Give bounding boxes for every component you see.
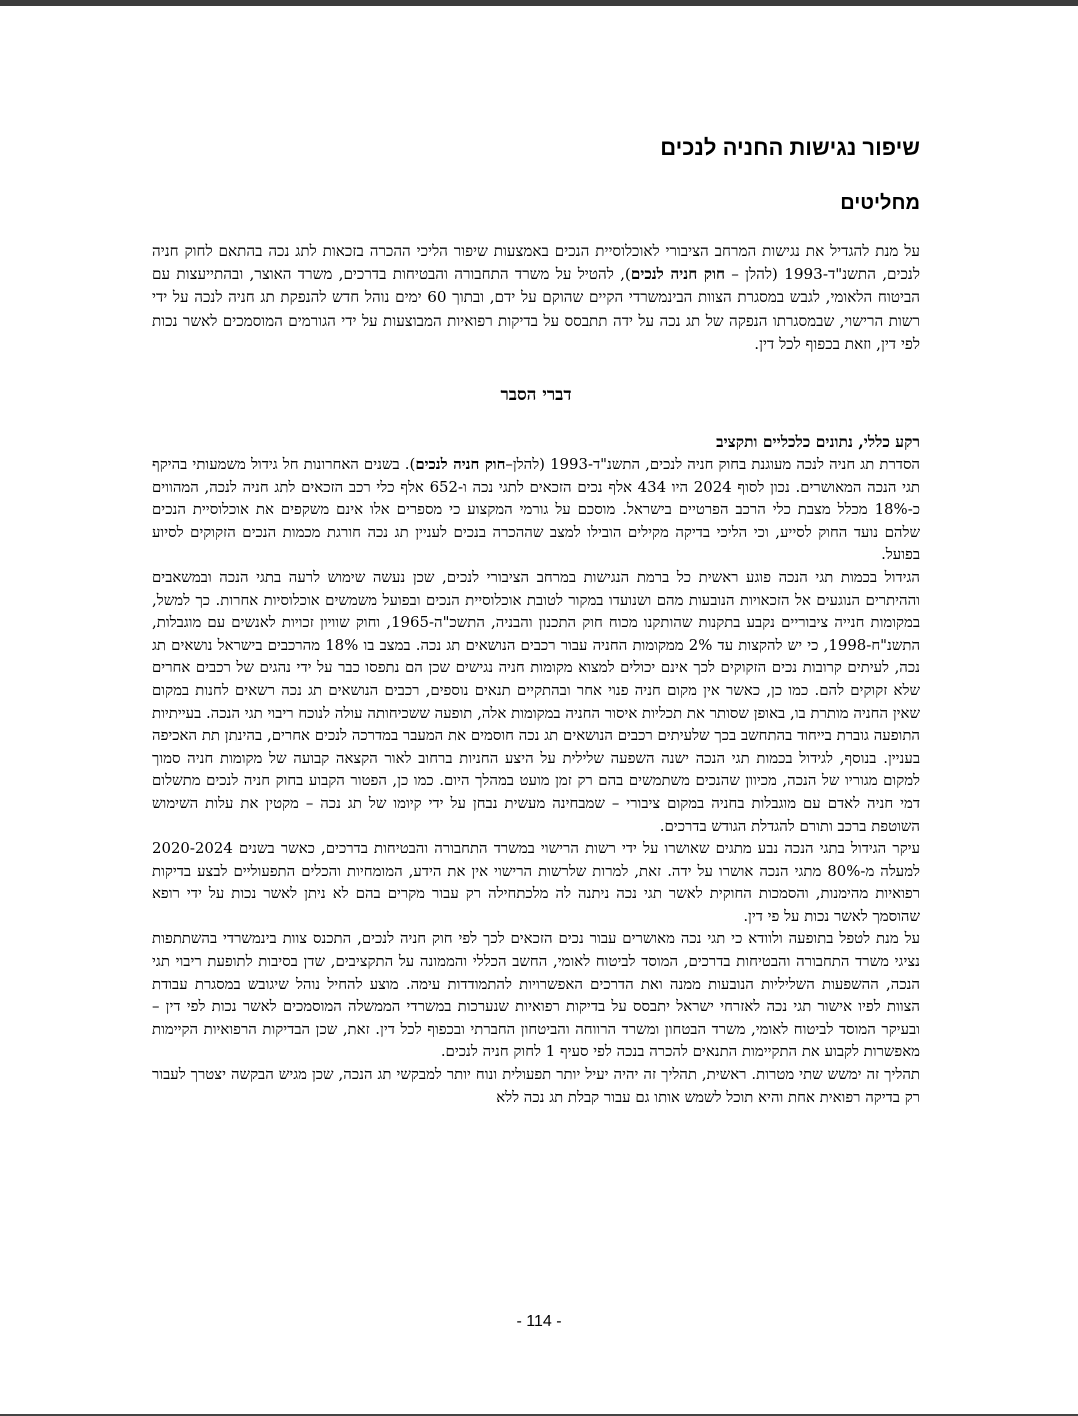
paragraph-4: על מנת לטפל בתופעה ולוודא כי תגי נכה מאושרים עבור נכים הזכאים לכך לפי חוק חניה לנכים, התכנס צוות בינמשרדי בהשתתפות נציגי משרד התחבורה והבטיחות בדרכים, המוסד לביטוח לאומי, החשב הכללי והממונה על התקציבים, שדן בסיבות לתופעת ריבוי תגי הנכה, ההשפעות השליליות הנובעות ממנה ואת הדרכים האפשרויות להתמודדות עימה. מוצע להחיל נוהל שיגובש במסגרת עבודת הצוות לפיו אישור תגי נכה לאזרחי ישראל יתבסס על בדיקות רפואיות שנערכות במשרדי הממשלה המוסמכים לאשר נכות לפי דין – ובעיקר המוסד לביטוח לאומי, משרד הבטחון ומשרד הרווחה והביטחון החברתי ובכפוף לכל דין. זאת, שכן הבדיקות הרפואיות הקיימות מאפשרות לקבוע את התקיימות התנאים להכרה בנכה לפי סעיף 1 לחוק חניה לנכים. xyxy=(152,929,920,1061)
decision-paragraph xyxy=(152,240,920,356)
background-heading: רקע כללי, נתונים כלכליים ותקציב xyxy=(716,432,920,452)
paragraph-1-bold-term: חוק חניה לנכים xyxy=(415,455,506,474)
document-page xyxy=(152,132,920,1108)
explanation-body xyxy=(152,453,920,1108)
decision-text-2: ), להטיל על משרד התחבורה והבטיחות בדרכים, משרד האוצר, ובהתייעצות עם הביטוח הלאומי, לגבש במסגרת הצוות הבינמשרדי הקיים שהוקם על ידם, ובתוך 60 ימים נוהל חדש להנפקת תג חניה לנכה על ידי רשות הרישוי, שבמסגרתו הנפקה של תג נכה על ידה תתבסס על בדיקות רפואיות המבוצעות על ידי הגורמים המוסמכים לאשר נכות לפי דין, וזאת בכפוף לכל דין. xyxy=(152,265,921,353)
explanation-heading: דברי הסבר xyxy=(500,385,572,406)
paragraph-1-text-2: ). בשנים האחרונות חל גידול משמעותי בהיקף תגי הנכה המאושרים. נכון לסוף 2024 היו 434 אלף נכים הזכאים לתגי נכה ו-652 אלף כלי רכב הזכאים לתג חניה לנכה, המהווים כ-18% מכלל מצבת כלי הרכב הפרטיים בישראל. מוסכם על גורמי המקצוע כי מספרים אלו אינם משקפים את אוכלוסיית הנכים שלהם נועד החוק לסייע, וכי הליכי בדיקה מקילים הובילו למצב שההכרה בנכים לעניין תג נכה חורגת מכמות הנכים הזקוקים לסיוע בפועל. xyxy=(152,455,920,564)
paragraph-2: הגידול בכמות תגי הנכה פוגע ראשית כל ברמת הנגישות במרחב הציבורי לנכים, שכן נעשה שימוש לרעה בתגי הנכה ובמשאבים וההיתרים הנוגעים אל הזכאויות הנובעות מהם ושנועדו במקור לטובת אוכלוסיית הנכים ובפועל משמשים אוכלוסיות אחרות. כך למשל, במקומות חנייה ציבוריים נקבע בתקנות שהותקנו מכוח חוק התכנון והבניה, התשכ"ה-1965, וחוק שוויון זכויות לאנשים עם מוגבלות, התשנ"ח-1998, כי יש להקצות עד 2% ממקומות החניה עבור רכבים הנושאים תג נכה. במצב בו 18% מהרכבים בישראל נושאים תג נכה, לעיתים קרובות נכים הזקוקים לכך אינם יכולים למצוא מקומות חניה נגישים שכן הם נתפסו כבר על ידי נהגים של רכבים אחרים שלא זקוקים להם. כמו כן, כאשר אין מקום חניה פנוי אחר ובהתקיים תנאים נוספים, רכבים הנושאים תג נכה רשאים לחנות במקום שאין החניה מותרת בו, באופן שסותר את תכליות איסור החניה במקומות אלה, תופעה ששכיחותה עולה לנוכח ריבוי תגי הנכה. בעייתיות התופעה גוברת בייחוד בהתחשב בכך שלעיתים רכבים הנושאים תג נכה חוסמים את המעבר במדרכה לנכים אחרים, בהינתן תת האכיפה בעניין. בנוסף, לגידול בכמות תגי הנכה ישנה השפעה שלילית על היצע החניות ברחוב לאור הקצאה קבועה של מקומות חניה סמוך למקום מגוריו של הנכה, מכיוון שהנכים משתמשים בהם רק זמן מועט במהלך היום. כמו כן, הפטור הקבוע בחוק חניה לנכים מתשלום דמי חניה לאדם עם מוגבלות בחניה במקום ציבורי – שמבחינה מעשית נבחן על ידי קיומו של תג נכה – מקטין את עלות השימוש השוטפת ברכב ותורם להגדלת הגודש בדרכים. xyxy=(152,567,921,835)
paragraph-5: תהליך זה ימשש שתי מטרות. ראשית, תהליך זה יהיה יעיל יותר תפעולית ונוח יותר למבקשי תג הנכה, שכן מגיש הבקשה יצטרך לעבור רק בדיקה רפואית אחת והיא תוכל לשמש אותו גם עבור קבלת תג נכה ללא xyxy=(152,1065,920,1106)
decision-bold-term: חוק חניה לנכים xyxy=(630,265,725,284)
document-title: שיפור נגישות החניה לנכים xyxy=(660,135,920,160)
paragraph-1 xyxy=(152,453,920,566)
paragraph-3: עיקר הגידול בתגי הנכה נבע מתגים שאושרו על ידי רשות הרישוי במשרד התחבורה והבטיחות בדרכים, כאשר בשנים 2020-2024 למעלה מ-80% מתגי הנכה אושרו על ידה. זאת, למרות שלרשות הרישוי אין את הידע, המומחיות והכלים התפעוליים לבצע בדיקות רפואיות מהימנות, והסמכות החוקית לאשר תגי נכה ניתנה לה מלכתחילה רק עבור מקרים בהם לא ניתן לאשר נכות על ידי רופא שהוסמך לאשר נכות על פי דין. xyxy=(152,839,921,925)
paragraph-1-text-1: הסדרת תג חניה לנכה מעוגנת בחוק חניה לנכים, התשנ"ד-1993 (להלן– xyxy=(505,455,920,474)
viewer-top-bar xyxy=(0,0,1078,6)
page-number: - 114 - xyxy=(516,1313,562,1330)
decisions-heading: מחליטים xyxy=(840,192,920,214)
decision-text-1: על מנת להגדיל את נגישות המרחב הציבורי לאוכלוסיית הנכים באמצעות שיפור הליכי ההכרה בזכאות לתג נכה בהתאם לחוק חניה לנכים, התשנ"ד-1993 (להלן – xyxy=(152,242,920,284)
